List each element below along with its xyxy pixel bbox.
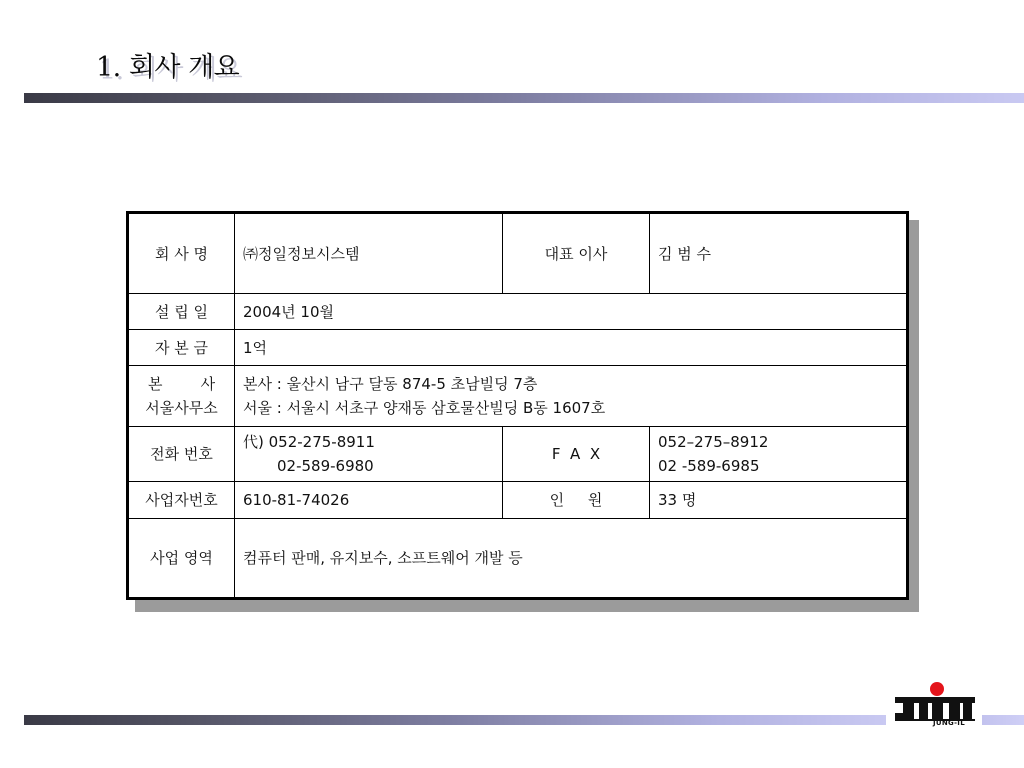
staff-label: 인 원	[503, 482, 650, 519]
office-address-line-1: 본사 : 울산시 남구 달동 874-5 초남빌딩 7층	[243, 375, 538, 393]
ceo-label: 대표 이사	[503, 213, 650, 294]
staff-value: 33 명	[650, 482, 908, 519]
founded-value: 2004년 10월	[235, 294, 908, 330]
company-info-table	[126, 211, 909, 600]
company-name-value: ㈜정일정보시스템	[235, 213, 503, 294]
company-name-label: 회 사 명	[128, 213, 235, 294]
office-label	[128, 366, 235, 427]
office-label-line-1: 본 사	[147, 375, 216, 393]
phone-number-1: 代) 052-275-8911	[243, 433, 375, 451]
office-address-line-2: 서울 : 서울시 서초구 양재동 삼호물산빌딩 B동 1607호	[243, 399, 606, 417]
business-area-value: 컴퓨터 판매, 유지보수, 소프트웨어 개발 등	[235, 519, 908, 599]
table-row	[128, 427, 908, 482]
fax-label: F A X	[503, 427, 650, 482]
footer-divider-bar-right	[982, 715, 1024, 725]
business-area-label: 사업 영역	[128, 519, 235, 599]
capital-label: 자 본 금	[128, 330, 235, 366]
title-divider-bar	[24, 93, 1024, 103]
footer-divider-bar	[24, 715, 886, 725]
fax-number-2: 02 -589-6985	[658, 457, 760, 475]
table-row	[128, 366, 908, 427]
founded-label: 설 립 일	[128, 294, 235, 330]
jung-il-logo	[893, 681, 977, 731]
business-number-value: 610-81-74026	[235, 482, 503, 519]
ceo-value: 김 범 수	[650, 213, 908, 294]
table-row	[128, 294, 908, 330]
capital-value: 1억	[235, 330, 908, 366]
fax-value	[650, 427, 908, 482]
table-row	[128, 213, 908, 294]
table-row	[128, 482, 908, 519]
table-row	[128, 330, 908, 366]
office-value	[235, 366, 908, 427]
table-row	[128, 519, 908, 599]
business-number-label: 사업자번호	[128, 482, 235, 519]
fax-number-1: 052–275–8912	[658, 433, 769, 451]
slide-title: 1. 회사 개요	[96, 52, 240, 83]
office-label-line-2: 서울사무소	[145, 399, 218, 417]
phone-label: 전화 번호	[128, 427, 235, 482]
logo-caption: JUNG-IL	[933, 719, 965, 727]
phone-number-2: 02-589-6980	[277, 457, 374, 475]
phone-value	[235, 427, 503, 482]
